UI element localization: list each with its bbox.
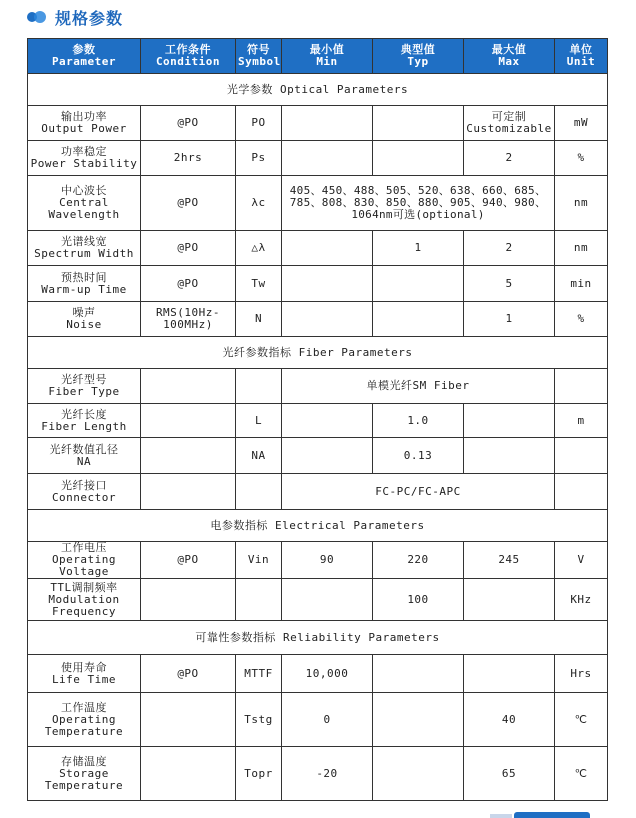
- table-cell: @PO: [141, 655, 236, 693]
- table-row-output-power: [28, 106, 608, 141]
- table-cell: nm: [555, 231, 608, 266]
- table-cell: 光纤接口 Connector: [28, 474, 141, 510]
- table-row-na: [28, 438, 608, 474]
- table-cell: NA: [236, 438, 282, 474]
- table-cell: 可定制 Customizable: [464, 106, 555, 141]
- table-cell: 可靠性参数指标 Reliability Parameters: [28, 621, 608, 655]
- table-cell: V: [555, 542, 608, 579]
- table-cell: [141, 747, 236, 801]
- table-cell: λc: [236, 176, 282, 231]
- table-cell: 65: [464, 747, 555, 801]
- table-cell: 工作电压 Operating Voltage: [28, 542, 141, 579]
- table-cell: [282, 106, 373, 141]
- table-row-wavelength: [28, 176, 608, 231]
- table-cell: Ps: [236, 141, 282, 176]
- header-row: [28, 39, 608, 74]
- table-cell: RMS(10Hz- 100MHz): [141, 302, 236, 337]
- table-cell: [141, 693, 236, 747]
- table-cell: [236, 369, 282, 404]
- table-cell: [555, 369, 608, 404]
- table-cell: 光谱线宽 Spectrum Width: [28, 231, 141, 266]
- table-cell: nm: [555, 176, 608, 231]
- table-cell: 90: [282, 542, 373, 579]
- section-row-fiber: [28, 337, 608, 369]
- table-cell: m: [555, 404, 608, 438]
- table-cell: 单模光纤SM Fiber: [282, 369, 555, 404]
- table-cell: 电参数指标 Electrical Parameters: [28, 510, 608, 542]
- table-cell: [464, 579, 555, 621]
- table-cell: 100: [373, 579, 464, 621]
- table-cell: [141, 369, 236, 404]
- table-row-warmup: [28, 266, 608, 302]
- table-row-storage-temperature: [28, 747, 608, 801]
- table-cell: 1: [464, 302, 555, 337]
- table-cell: FC-PC/FC-APC: [282, 474, 555, 510]
- table-cell: 1: [373, 231, 464, 266]
- header-symbol: 符号 Symbol: [236, 39, 282, 74]
- table-cell: @PO: [141, 176, 236, 231]
- header-min: 最小值 Min: [282, 39, 373, 74]
- table-cell: [236, 474, 282, 510]
- table-cell: Topr: [236, 747, 282, 801]
- table-cell: [282, 141, 373, 176]
- table-cell: 245: [464, 542, 555, 579]
- table-cell: 2: [464, 231, 555, 266]
- table-cell: [373, 106, 464, 141]
- table-row-power-stability: [28, 141, 608, 176]
- table-row-connector: [28, 474, 608, 510]
- table-cell: [282, 302, 373, 337]
- table-cell: 2: [464, 141, 555, 176]
- table-cell: 光纤参数指标 Fiber Parameters: [28, 337, 608, 369]
- table-cell: [282, 231, 373, 266]
- table-row-life-time: [28, 655, 608, 693]
- table-cell: [555, 438, 608, 474]
- section-row-optical: [28, 74, 608, 106]
- table-cell: [373, 141, 464, 176]
- table-cell: [373, 302, 464, 337]
- table-cell: 2hrs: [141, 141, 236, 176]
- table-cell: [464, 438, 555, 474]
- table-cell: 光纤型号 Fiber Type: [28, 369, 141, 404]
- table-cell: Tstg: [236, 693, 282, 747]
- table-cell: [282, 404, 373, 438]
- table-cell: 光纤数值孔径 NA: [28, 438, 141, 474]
- table-cell: 噪声 Noise: [28, 302, 141, 337]
- table-row-voltage: [28, 542, 608, 579]
- header-parameter: 参数 Parameter: [28, 39, 141, 74]
- table-cell: [373, 266, 464, 302]
- table-cell: L: [236, 404, 282, 438]
- table-cell: [141, 404, 236, 438]
- table-row-ttl: [28, 579, 608, 621]
- table-cell: 功率稳定 Power Stability: [28, 141, 141, 176]
- table-cell: [236, 579, 282, 621]
- table-cell: Tw: [236, 266, 282, 302]
- table-cell: 0.13: [373, 438, 464, 474]
- table-row-fiber-length: [28, 404, 608, 438]
- table-cell: [373, 693, 464, 747]
- table-row-spectrum-width: [28, 231, 608, 266]
- table-cell: mW: [555, 106, 608, 141]
- table-cell: @PO: [141, 266, 236, 302]
- table-cell: 存储温度 Storage Temperature: [28, 747, 141, 801]
- table-cell: 0: [282, 693, 373, 747]
- section-row-electrical: [28, 510, 608, 542]
- table-cell: [373, 655, 464, 693]
- table-cell: [141, 474, 236, 510]
- table-cell: 光学参数 Optical Parameters: [28, 74, 608, 106]
- table-cell: 1.0: [373, 404, 464, 438]
- table-cell: [555, 474, 608, 510]
- table-cell: [141, 579, 236, 621]
- table-cell: 中心波长 Central Wavelength: [28, 176, 141, 231]
- table-cell: 40: [464, 693, 555, 747]
- spec-table: [27, 38, 608, 801]
- table-cell: [282, 579, 373, 621]
- table-row-fiber-type: [28, 369, 608, 404]
- table-cell: ℃: [555, 693, 608, 747]
- table-cell: %: [555, 302, 608, 337]
- table-cell: [373, 747, 464, 801]
- table-cell: 工作温度 Operating Temperature: [28, 693, 141, 747]
- table-cell: 405、450、488、505、520、638、660、685、 785、808、830、850、880、905、940、980、 1064nm可选(optional): [282, 176, 555, 231]
- table-cell: 使用寿命 Life Time: [28, 655, 141, 693]
- section-row-reliability: [28, 621, 608, 655]
- table-cell: PO: [236, 106, 282, 141]
- table-cell: N: [236, 302, 282, 337]
- table-cell: 5: [464, 266, 555, 302]
- header-typ: 典型值 Typ: [373, 39, 464, 74]
- table-cell: MTTF: [236, 655, 282, 693]
- table-cell: -20: [282, 747, 373, 801]
- table-cell: min: [555, 266, 608, 302]
- table-cell: @PO: [141, 106, 236, 141]
- header-max: 最大值 Max: [464, 39, 555, 74]
- table-cell: [282, 438, 373, 474]
- table-cell: 输出功率 Output Power: [28, 106, 141, 141]
- bullet-dots-icon: [27, 11, 47, 23]
- section-heading: [27, 6, 123, 28]
- table-cell: [282, 266, 373, 302]
- table-cell: [464, 404, 555, 438]
- table-cell: [464, 655, 555, 693]
- table-cell: △λ: [236, 231, 282, 266]
- table-cell: %: [555, 141, 608, 176]
- table-row-operating-temperature: [28, 693, 608, 747]
- table-cell: ℃: [555, 747, 608, 801]
- table-cell: 预热时间 Warm-up Time: [28, 266, 141, 302]
- table-cell: Vin: [236, 542, 282, 579]
- table-cell: 光纤长度 Fiber Length: [28, 404, 141, 438]
- table-cell: 10,000: [282, 655, 373, 693]
- table-cell: 220: [373, 542, 464, 579]
- table-cell: @PO: [141, 542, 236, 579]
- footer-decoration: [490, 812, 590, 818]
- table-cell: [141, 438, 236, 474]
- table-row-noise: [28, 302, 608, 337]
- table-cell: Hrs: [555, 655, 608, 693]
- table-cell: KHz: [555, 579, 608, 621]
- heading-title: 规格参数: [55, 8, 124, 28]
- table-cell: @PO: [141, 231, 236, 266]
- header-condition: 工作条件 Condition: [141, 39, 236, 74]
- table-cell: TTL调制频率 Modulation Frequency: [28, 579, 141, 621]
- header-unit: 单位 Unit: [555, 39, 608, 74]
